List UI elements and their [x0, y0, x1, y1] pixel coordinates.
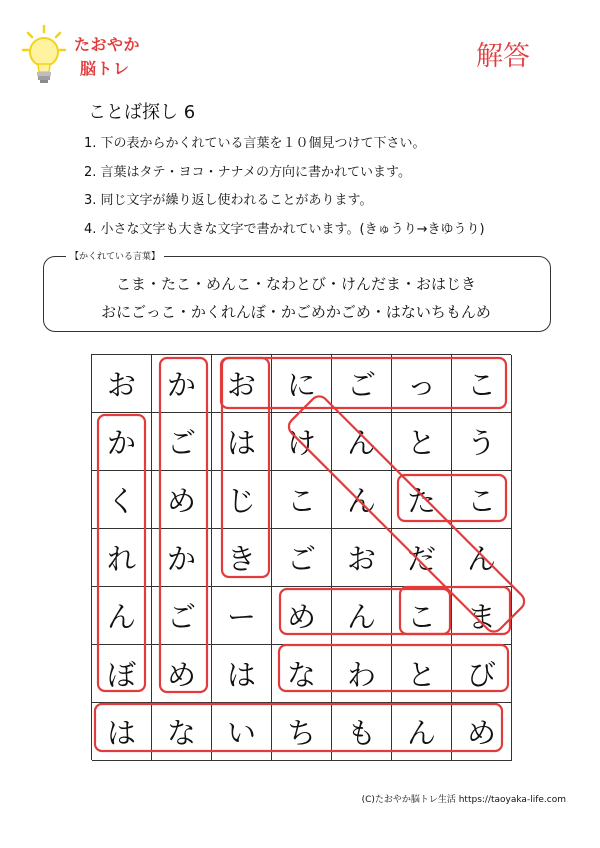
hidden-words-line-2: おにごっこ・かくれんぼ・かごめかごめ・はないちもんめ: [101, 303, 491, 321]
grid-cell: ま: [452, 587, 512, 645]
grid-cell: お: [212, 355, 272, 413]
grid-cell: け: [272, 413, 332, 471]
instruction-1: 1. 下の表からかくれている言葉を１０個見つけて下さい。: [84, 136, 426, 151]
grid-cell: こ: [452, 355, 512, 413]
grid-cell: こ: [392, 587, 452, 645]
grid-cell: な: [152, 703, 212, 761]
instruction-2: 2. 言葉はタテ・ヨコ・ナナメの方向に書かれています。: [84, 165, 411, 180]
grid-cell: は: [212, 645, 272, 703]
grid-cell: ん: [332, 413, 392, 471]
grid-cell: じ: [212, 471, 272, 529]
grid-cell: ご: [332, 355, 392, 413]
grid-cell: ご: [152, 413, 212, 471]
grid-cell: い: [212, 703, 272, 761]
grid-cell: ん: [392, 703, 452, 761]
grid-cell: め: [152, 471, 212, 529]
grid-cell: ん: [332, 587, 392, 645]
hidden-words-line-1: こま・たこ・めんこ・なわとび・けんだま・おはじき: [115, 275, 476, 293]
grid-cell: め: [272, 587, 332, 645]
logo-text-line1: たおやか: [74, 35, 141, 54]
instruction-3: 3. 同じ文字が繰り返し使われることがあります。: [84, 193, 373, 208]
grid-cell: こ: [272, 471, 332, 529]
grid-cell: ん: [332, 471, 392, 529]
grid-cell: ー: [212, 587, 272, 645]
grid-cell: う: [452, 413, 512, 471]
answer-label: 解答: [476, 41, 530, 72]
grid-cell: も: [332, 703, 392, 761]
grid-cell: び: [452, 645, 512, 703]
footer-credit: (C)たおやか脳トレ生活 https://taoyaka-life.com: [361, 795, 566, 805]
puzzle-title: ことば探し 6: [88, 102, 196, 123]
grid-cell: た: [392, 471, 452, 529]
grid-cell: だ: [392, 529, 452, 587]
grid-cell: ん: [92, 587, 152, 645]
grid-cell: っ: [392, 355, 452, 413]
instruction-4: 4. 小さな文字も大きな文字で書かれています。(きゅうり→きゆうり): [84, 222, 485, 237]
grid-cell: お: [92, 355, 152, 413]
grid-cell: と: [392, 413, 452, 471]
grid-cell: き: [212, 529, 272, 587]
grid-cell: く: [92, 471, 152, 529]
grid-cell: ご: [152, 587, 212, 645]
grid-cell: こ: [452, 471, 512, 529]
grid-cell: ち: [272, 703, 332, 761]
grid-cell: か: [152, 529, 212, 587]
logo-text-line2: 脳トレ: [80, 59, 130, 78]
grid-cell: ご: [272, 529, 332, 587]
grid-cell: ん: [452, 529, 512, 587]
grid-cell: か: [152, 355, 212, 413]
grid-cell: か: [92, 413, 152, 471]
grid-cell: め: [452, 703, 512, 761]
grid-cell: と: [392, 645, 452, 703]
word-search-grid: [91, 354, 511, 760]
grid-cell: れ: [92, 529, 152, 587]
grid-cell: な: [272, 645, 332, 703]
grid-cell: に: [272, 355, 332, 413]
grid-cell: お: [332, 529, 392, 587]
hidden-words-label: 【かくれている言葉】: [66, 249, 164, 262]
grid-cell: は: [92, 703, 152, 761]
lightbulb-icon: [22, 24, 66, 90]
grid-cell: め: [152, 645, 212, 703]
grid-cell: ぼ: [92, 645, 152, 703]
grid-cell: わ: [332, 645, 392, 703]
logo: [22, 22, 152, 92]
grid-cell: は: [212, 413, 272, 471]
